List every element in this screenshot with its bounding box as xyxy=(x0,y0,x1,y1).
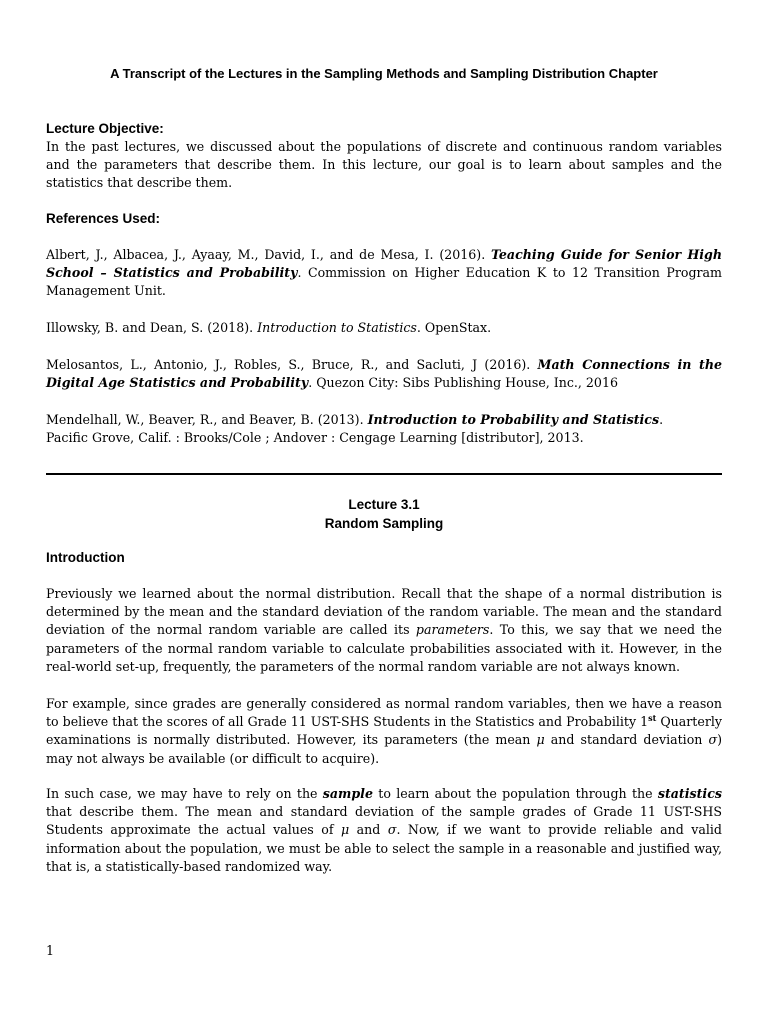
reference-item: Melosantos, L., Antonio, J., Robles, S., Bruce, R., and Sacluti, J (2016). Math Connections in the Digital Age Statistics and Probability. Quezon City: Sibs Publishing House, Inc., 2016 xyxy=(46,357,722,391)
mu-symbol: μ xyxy=(340,822,350,838)
paragraph-example-grades: For example, since grades are generally considered as normal random variables, then we have a reason to believe that the scores of all Grade 11 UST-SHS Students in the Statistics and Probability 1st Quarterly examinations is normally distributed. However, its parameters (the mean μ and standard deviation σ) may not always be available (or difficult to acquire). xyxy=(46,696,723,766)
lecture-number: Lecture 3.1 xyxy=(348,497,420,512)
lecture-name: Random Sampling xyxy=(324,516,444,531)
mu-symbol: μ xyxy=(536,732,545,748)
reference-title: Math Connections in the Digital Age Statistics and Probability xyxy=(46,357,722,391)
reference-title: Introduction to Probability and Statistics xyxy=(367,412,660,427)
reference-title: Teaching Guide for Senior High School – Statistics and Probability xyxy=(46,247,722,281)
section-divider xyxy=(46,473,722,475)
document-title: A Transcript of the Lectures in the Sampling Methods and Sampling Distribution Chapter xyxy=(110,66,658,81)
introduction-heading: Introduction xyxy=(46,550,125,565)
lecture-heading xyxy=(46,495,722,533)
objective-heading: Lecture Objective: xyxy=(46,121,164,136)
sigma-symbol: σ xyxy=(387,822,397,838)
reference-item: Mendelhall, W., Beaver, R., and Beaver, B. (2013). Introduction to Probability and Statistics. Pacific Grove, Calif. : Brooks/Cole ; Andover : Cengage Learning [distributor], 2013. xyxy=(46,412,664,446)
references-heading: References Used: xyxy=(46,211,161,226)
reference-item: Albert, J., Albacea, J., Ayaay, M., David, I., and de Mesa, I. (2016). Teaching Guide for Senior High School – Statistics and Probability. Commission on Higher Education K to 12 Transition Program Management Unit. xyxy=(46,247,722,299)
page-number: 1 xyxy=(46,943,55,958)
reference-title: Introduction to Statistics xyxy=(257,320,417,335)
reference-item: Illowsky, B. and Dean, S. (2018). Introduction to Statistics. OpenStax. xyxy=(46,320,492,335)
objective-text: In the past lectures, we discussed about the populations of discrete and continuous random variables and the parameters that describe them. In this lecture, our goal is to learn about samples and the statistics that describe them. xyxy=(46,139,722,191)
paragraph-normal-distribution: Previously we learned about the normal distribution. Recall that the shape of a normal distribution is determined by the mean and the standard deviation of the random variable. The mean and the standard deviation of the normal random variable are called its parameters. To this, we say that we need the parameters of the normal random variable to calculate probabilities associated with it. However, in the real-world set-up, frequently, the parameters of the normal random variable are not always known. xyxy=(46,586,722,674)
reference-publisher: Pacific Grove, Calif. : Brooks/Cole ; Andover : Cengage Learning [distributor], 2013. xyxy=(46,430,584,446)
paragraph-sample-statistics: In such case, we may have to rely on the sample to learn about the population through the statistics that describe them. The mean and standard deviation of the sample grades of Grade 11 UST-SHS Students approximate the actual values of μ and σ. Now, if we want to provide reliable and valid information about the population, we must be able to select the sample in a reasonable and justified way, that is, a statistically-based randomized way. xyxy=(46,786,722,874)
sigma-symbol: σ xyxy=(708,732,718,748)
